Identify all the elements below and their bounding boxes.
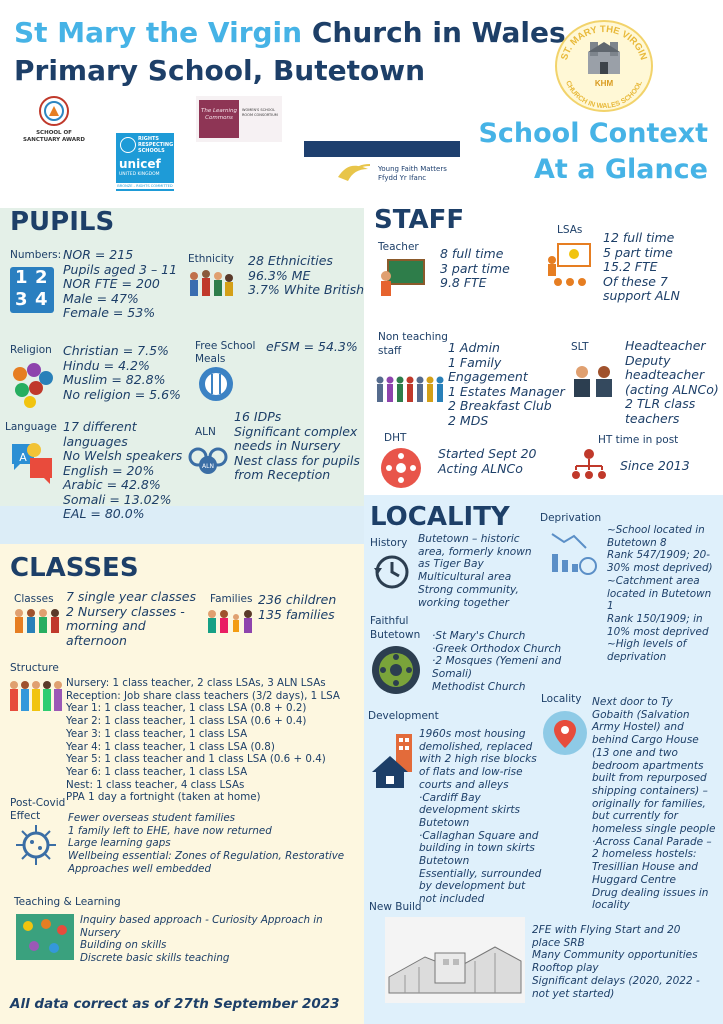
families-values: 236 children 135 families	[258, 592, 337, 622]
tl-list: Inquiry based approach - Curiosity Approach in Nursery Building on skills Discrete basic skills teaching	[80, 914, 323, 965]
learning-commons-badge: The Learning Commons WOMEN'S SCHOOL ROOM CONSORTIUM	[196, 96, 282, 142]
slt-people-icon	[570, 362, 618, 400]
development-values: 1960s most housing demolished, replaced with 2 high rise blocks of flats and low-rise courts and alleys ·Cardiff Bay development skirts Butetown ·Callaghan Square and building in town skirts Butetown Essentially, surrounded by development but not included	[419, 728, 542, 906]
locality-pin-icon	[542, 710, 588, 756]
page-title: St Mary the Virgin Church in Wales Primary School, Butetown	[14, 16, 566, 87]
locality-heading: LOCALITY	[370, 502, 510, 532]
structure-children-icon	[8, 678, 64, 722]
staff-group-icon	[374, 372, 446, 408]
history-label: History	[370, 537, 408, 549]
lsa-values: 12 full time 5 part time 15.2 FTE Of these 7 support ALN	[603, 230, 680, 303]
aln-values: 16 IDPs Significant complex needs in Nursery Nest class for pupils from Reception	[234, 409, 360, 482]
numbers-values: NOR = 215 Pupils aged 3 – 11 NOR FTE = 200 Male = 47% Female = 53%	[63, 247, 178, 320]
history-values: Butetown – historic area, formerly known as Tiger Bay Multicultural area Strong community, working together	[418, 533, 532, 609]
structure-list: Nursery: 1 class teacher, 2 class LSAs, 3 ALN LSAs Reception: Job share class teachers (3/2 days), 1 LSA Year 1: 1 class teacher, 1 class LSA (0.8 + 0.2) Year 2: 1 class teacher, 1 class LSA (0.6 + 0.4) Year 3: 1 class teacher, 1 class LSA Year 4: 1 class teacher, 1 class LSA (0.8) Year 5: 1 class teacher and 1 class LSA (0.6 + 0.4) Year 6: 1 class teacher, 1 class LSA Nest: 1 class teacher, 4 class LSAs PPA 1 day a fortnight (taken at home)	[66, 677, 340, 804]
history-clock-icon	[372, 552, 412, 592]
svg-text:CHURCH IN WALES SCHOOL: CHURCH IN WALES SCHOOL	[564, 79, 644, 111]
language-translate-icon	[8, 440, 56, 486]
staff-heading: STAFF	[374, 205, 465, 235]
numbers-icon: 1 2 3 4	[10, 267, 54, 313]
ethnicity-values: 28 Ethnicities 96.3% ME 3.7% White British	[248, 253, 365, 297]
newbuild-values: 2FE with Flying Start and 20 place SRB Many Community opportunities Rooftop play Significant delays (2020, 2022 - not yet started)	[532, 924, 700, 1000]
ethnicity-people-icon	[184, 268, 236, 306]
classes-heading: CLASSES	[10, 553, 139, 583]
locality-values: Next door to Ty Gobaith (Salvation Army Hostel) and behind Cargo House (13 one and two bedroom apartments built from repurposed shipping containers) – originally for families, but currently for homeless single people ·Across Canal Parade – 2 homeless hostels: Tresillian House and Huggard Centre Drug dealing issues in locality	[592, 696, 716, 912]
plate-cutlery-icon	[198, 366, 234, 402]
families-label: Families	[210, 593, 253, 605]
families-icon	[206, 609, 254, 635]
lsa-presentation-icon	[544, 242, 594, 292]
teaching-learning-image	[16, 914, 74, 960]
dht-values: Started Sept 20 Acting ALNCo	[438, 446, 537, 476]
language-values: 17 different languages No Welsh speakers English = 20% Arabic = 42.8% Somali = 13.02% EAL = 80.0%	[63, 419, 183, 521]
religion-label: Religion	[10, 344, 52, 356]
religion-symbols-icon	[10, 362, 56, 408]
school-crest-logo	[552, 18, 656, 114]
teacher-label: Teacher	[378, 241, 419, 253]
development-house-icon	[370, 732, 416, 790]
faithful-emblem-icon	[370, 644, 422, 696]
classes-children-icon	[12, 607, 60, 637]
deprivation-values: ~School located in Butetown 8 Rank 547/1909; 20- 30% most deprived) ~Catchment area located in Butetown 1 Rank 150/1909; in 10% most deprived ~High levels of deprivation	[607, 524, 713, 664]
slt-label: SLT	[571, 341, 589, 353]
context-heading: School Context At a Glance	[478, 118, 708, 185]
nonteaching-values: 1 Admin 1 Family Engagement 1 Estates Manager 2 Breakfast Club 2 MDS	[448, 340, 565, 428]
ethnicity-label: Ethnicity	[188, 253, 234, 265]
fsm-label: Free School Meals	[195, 340, 256, 365]
teacher-values: 8 full time 3 part time 9.8 FTE	[440, 246, 510, 290]
faithful-label: Faithful Butetown	[370, 615, 421, 641]
svg-text:KHM: KHM	[594, 79, 614, 88]
postcovid-list: Fewer overseas student families 1 family left to EHE, have now returned Large learning gaps Wellbeing essential: Zones of Regulation, Restorative Approaches well embedded	[68, 812, 345, 875]
slt-values: Headteacher Deputy headteacher (acting ALNCo) 2 TLR class teachers	[625, 338, 719, 426]
religion-values: Christian = 7.5% Hindu = 4.2% Muslim = 82.8% No religion = 5.6%	[63, 343, 181, 402]
ht-label: HT time in post	[598, 434, 679, 446]
locality-label: Locality	[541, 693, 582, 705]
svg-text:A: A	[19, 451, 27, 464]
data-correct-footer: All data correct as of 27th September 2023	[10, 996, 340, 1012]
dht-label: DHT	[384, 432, 407, 444]
deprivation-chart-icon	[546, 530, 598, 580]
aln-gears-icon	[188, 443, 228, 475]
faithful-values: ·St Mary's Church ·Greek Orthodox Church ·2 Mosques (Yemeni and Somali) Methodist Church	[432, 630, 562, 693]
new-build-sketch-image	[385, 917, 525, 1003]
deprivation-label: Deprivation	[540, 512, 602, 524]
newbuild-label: New Build	[369, 901, 422, 913]
classes-label: Classes	[14, 593, 54, 605]
structure-label: Structure	[10, 662, 59, 674]
ht-tree-icon	[568, 448, 610, 484]
numbers-label: Numbers:	[10, 249, 62, 261]
unicef-rrs-badge: RIGHTS RESPECTING SCHOOLS unicef UNITED KINGDOM BRONZE - RIGHTS COMMITTED	[116, 133, 174, 191]
teacher-board-icon	[378, 258, 426, 298]
sanctuary-award-badge: SCHOOL OF SANCTUARY AWARD	[16, 94, 92, 148]
language-label: Language	[5, 421, 57, 433]
postcovid-label: Post-Covid Effect	[10, 797, 66, 822]
young-faith-matters-badge: Young Faith Matters Ffydd Yr Ifanc	[304, 141, 460, 187]
nonteaching-label: Non teaching staff	[378, 331, 448, 357]
dht-network-icon	[380, 447, 422, 489]
virus-icon	[14, 823, 58, 867]
development-label: Development	[368, 710, 439, 722]
aln-label: ALN	[195, 426, 216, 438]
pupils-heading: PUPILS	[10, 207, 115, 237]
lsa-label: LSAs	[557, 224, 583, 236]
svg-text:ST. MARY THE VIRGIN: ST. MARY THE VIRGIN	[559, 23, 649, 62]
ht-value: Since 2013	[620, 458, 690, 473]
tl-label: Teaching & Learning	[14, 896, 121, 908]
classes-values: 7 single year classes 2 Nursery classes - morning and afternoon	[66, 589, 196, 648]
svg-text:ALN: ALN	[202, 463, 214, 470]
fsm-value: eFSM = 54.3%	[266, 339, 358, 354]
